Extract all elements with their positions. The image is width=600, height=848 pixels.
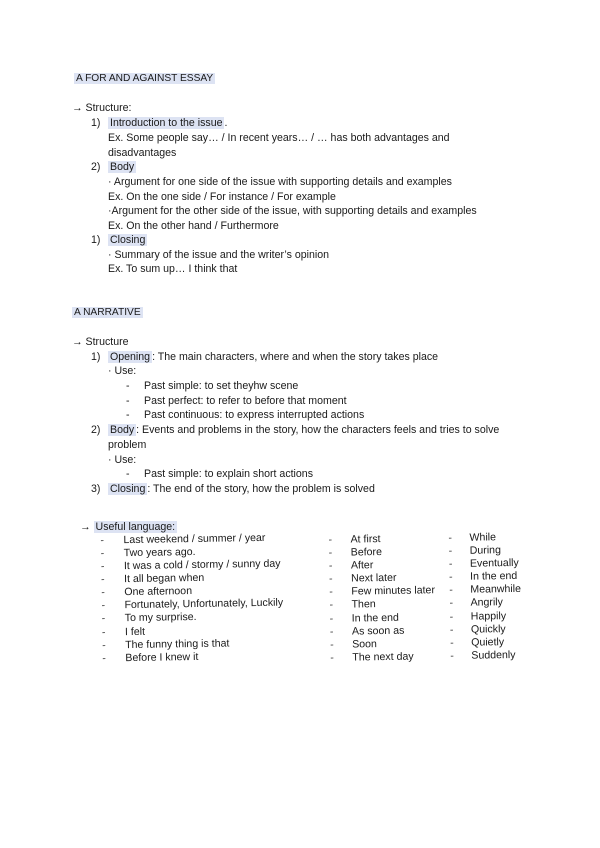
list-dash: - <box>328 546 333 559</box>
list-item: During <box>469 544 502 557</box>
list-dash: - <box>329 625 334 638</box>
narrative-item-text: : Events and problems in the story, how the characters feels and tries to solve <box>136 424 500 436</box>
list-dash: - <box>101 573 105 586</box>
list-item: The funny thing is that <box>125 637 230 652</box>
essay-item-number: 2) <box>91 161 101 173</box>
essay-title <box>74 72 215 86</box>
list-dash: - <box>330 638 334 651</box>
list-dash: - <box>450 649 454 663</box>
list-item: As soon as <box>351 624 405 638</box>
narrative-item-number: 2) <box>91 424 101 436</box>
list-item: At first <box>350 533 381 546</box>
list-dash: - <box>448 544 453 558</box>
essay-item-heading <box>108 160 136 174</box>
narrative-use-label: · Use: <box>108 365 137 377</box>
essay-item-line: Ex. On the one side / For instance / For example <box>108 191 336 203</box>
list-item: Suddenly <box>471 648 516 662</box>
essay-item-heading <box>108 116 227 130</box>
essay-item-line: Ex. To sum up… I think that <box>108 263 238 275</box>
list-dash: - <box>329 612 334 625</box>
narrative-item-text: : The end of the story, how the problem is solved <box>147 483 375 495</box>
list-item: In the end <box>351 611 399 625</box>
list-item: Meanwhile <box>470 582 522 596</box>
bullet-dash: - <box>126 468 130 480</box>
list-item: Then <box>351 598 376 611</box>
list-dash: - <box>448 557 453 571</box>
list-item: It was a cold / stormy / sunny day <box>123 557 281 573</box>
list-item: After <box>350 559 374 572</box>
list-dash: - <box>329 572 333 585</box>
list-item: To my surprise. <box>124 610 197 625</box>
essay-item-number: 1) <box>91 234 101 246</box>
list-dash: - <box>100 534 105 547</box>
list-dash: - <box>330 651 334 664</box>
bullet-dash: - <box>126 380 130 392</box>
list-item: The next day <box>352 650 414 664</box>
narrative-structure-label: → Structure <box>72 336 129 348</box>
essay-title-text: A FOR AND AGAINST ESSAY <box>76 73 214 84</box>
essay-item-line: Ex. On the other hand / Furthermore <box>108 220 279 232</box>
narrative-item-heading <box>108 423 499 437</box>
list-dash: - <box>101 599 106 612</box>
narrative-item-heading <box>108 350 438 364</box>
list-dash: - <box>101 612 106 625</box>
list-item: Angrily <box>470 596 504 609</box>
list-item: Last weekend / summer / year <box>123 531 266 547</box>
list-dash: - <box>100 547 105 560</box>
list-dash: - <box>101 626 106 639</box>
list-dash: - <box>449 610 454 624</box>
narrative-item-text: : The main characters, where and when the story takes place <box>152 351 439 363</box>
essay-item-line: ·Argument for the other side of the issue, with supporting details and examples <box>108 205 477 217</box>
narrative-item-label: Body <box>110 424 135 436</box>
essay-item-label: Closing <box>110 234 146 246</box>
list-dash: - <box>102 652 106 665</box>
arrow-icon: → <box>80 521 94 533</box>
essay-item-line: · Summary of the issue and the writer’s opinion <box>108 249 330 261</box>
list-dash: - <box>449 583 453 597</box>
narrative-title-text: A NARRATIVE <box>74 307 141 318</box>
list-dash: - <box>449 570 453 584</box>
list-dash: - <box>328 533 333 546</box>
narrative-item-text-cont: problem <box>108 439 147 451</box>
essay-item-number: 1) <box>91 117 101 129</box>
list-dash: - <box>101 586 105 599</box>
list-item: Happily <box>470 610 507 623</box>
essay-item-line: Ex. Some people say… / In recent years… / … has both advantages and <box>108 132 450 144</box>
list-item: Fortunately, Unfortunately, Luckily <box>124 596 284 612</box>
list-item: In the end <box>470 569 518 583</box>
list-item: Two years ago. <box>123 545 196 560</box>
essay-item-label-suffix: . <box>224 117 228 129</box>
list-item: Eventually <box>469 556 519 570</box>
narrative-item-heading <box>108 482 375 496</box>
narrative-item-label: Closing <box>110 483 146 495</box>
narrative-bullet: Past perfect: to refer to before that moment <box>144 395 347 407</box>
list-item: Next later <box>351 571 397 585</box>
essay-item-label: Body <box>110 161 135 173</box>
narrative-bullet: Past continuous: to express interrupted actions <box>144 409 365 421</box>
list-item: Quickly <box>470 623 506 636</box>
narrative-bullet: Past simple: to explain short actions <box>144 468 313 480</box>
list-dash: - <box>329 598 334 611</box>
essay-item-line: disadvantages <box>108 147 177 159</box>
narrative-use-label: · Use: <box>108 454 137 466</box>
essay-structure-label: → Structure: <box>72 102 132 114</box>
list-item: While <box>469 531 497 544</box>
essay-item-label: Introduction to the issue <box>110 117 223 129</box>
list-dash: - <box>329 585 333 598</box>
list-dash: - <box>450 636 454 650</box>
narrative-bullet: Past simple: to set theyhw scene <box>144 380 299 392</box>
list-item: Quietly <box>471 636 505 649</box>
narrative-item-label: Opening <box>110 351 151 363</box>
list-item: Before I knew it <box>125 650 199 665</box>
list-dash: - <box>328 559 333 572</box>
narrative-title <box>72 306 143 320</box>
list-dash: - <box>100 560 105 573</box>
list-dash: - <box>449 596 454 610</box>
list-dash: - <box>449 623 454 637</box>
list-dash: - <box>448 531 453 545</box>
narrative-item-number: 3) <box>91 483 101 495</box>
useful-language-label: Useful language: <box>95 521 176 533</box>
list-item: One afternoon <box>124 585 193 599</box>
list-item: I felt <box>124 625 146 639</box>
list-item: Soon <box>352 638 378 651</box>
essay-item-heading <box>108 233 147 247</box>
bullet-dash: - <box>126 409 130 421</box>
bullet-dash: - <box>126 395 130 407</box>
list-item: Before <box>350 546 383 559</box>
narrative-item-number: 1) <box>91 351 101 363</box>
essay-item-line: · Argument for one side of the issue with supporting details and examples <box>108 176 452 188</box>
list-item: It all began when <box>124 571 205 586</box>
list-item: Few minutes later <box>351 584 436 598</box>
list-dash: - <box>102 639 106 652</box>
